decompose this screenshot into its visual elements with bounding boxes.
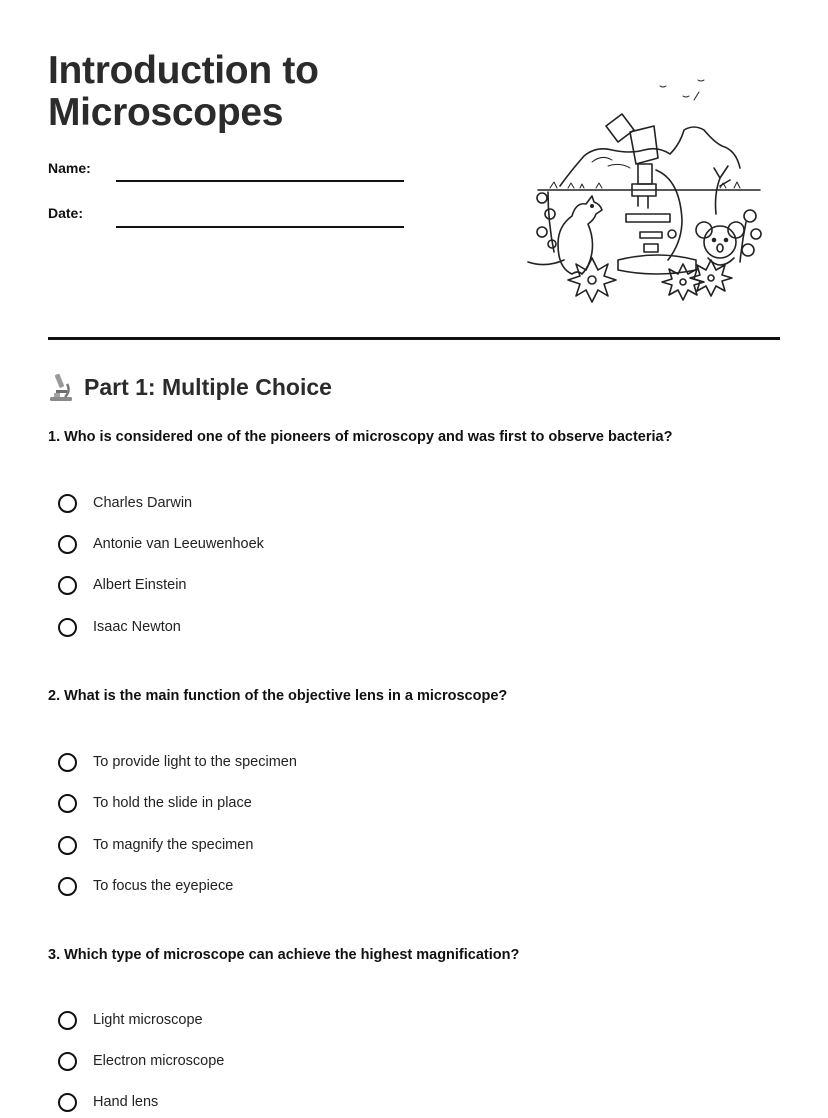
title-line-2: Microscopes [48, 91, 284, 134]
part1-heading [48, 372, 332, 402]
option-label: To provide light to the specimen [93, 754, 297, 770]
option-label: Albert Einstein [93, 577, 187, 593]
date-line[interactable] [116, 226, 404, 228]
q3-option-3[interactable] [58, 1089, 158, 1115]
option-label: Light microscope [93, 1012, 203, 1028]
q1-option-4[interactable] [58, 614, 181, 640]
option-label: To magnify the specimen [93, 837, 254, 853]
microscope-illustration-icon [520, 74, 770, 306]
q3-option-2[interactable] [58, 1048, 224, 1074]
q2-option-3[interactable] [58, 832, 253, 858]
option-label: Hand lens [93, 1094, 159, 1110]
radio-button[interactable] [58, 576, 77, 595]
q2-option-4[interactable] [58, 873, 233, 899]
option-label: To hold the slide in place [93, 795, 252, 811]
option-label: To focus the eyepiece [93, 878, 234, 894]
part1-title: Part 1: Multiple Choice [84, 373, 332, 400]
radio-button[interactable] [58, 618, 77, 637]
radio-button[interactable] [58, 494, 77, 513]
name-line[interactable] [116, 180, 404, 182]
radio-button[interactable] [58, 1052, 77, 1071]
radio-button[interactable] [58, 753, 77, 772]
radio-button[interactable] [58, 535, 77, 554]
q1-option-3[interactable] [58, 572, 187, 598]
q1-option-2[interactable] [58, 531, 264, 557]
q1-option-1[interactable] [58, 490, 192, 516]
option-label: Antonie van Leeuwenhoek [93, 536, 264, 552]
option-label: Charles Darwin [93, 495, 193, 511]
name-label: Name: [48, 160, 91, 176]
q2-option-2[interactable] [58, 790, 252, 816]
date-label: Date: [48, 205, 84, 221]
radio-button[interactable] [58, 877, 77, 896]
title-line-1: Introduction to [48, 49, 319, 92]
q3-option-1[interactable] [58, 1007, 203, 1033]
option-label: Electron microscope [93, 1053, 225, 1069]
q2-option-1[interactable] [58, 749, 297, 775]
radio-button[interactable] [58, 1011, 77, 1030]
option-label: Isaac Newton [93, 619, 181, 635]
question-3: 3. Which type of microscope can achieve the highest magnification? [48, 947, 520, 963]
radio-button[interactable] [58, 794, 77, 813]
section-divider [48, 337, 780, 340]
page-title [48, 50, 468, 134]
radio-button[interactable] [58, 836, 77, 855]
microscope-icon [48, 372, 74, 402]
radio-button[interactable] [58, 1093, 77, 1112]
question-1: 1. Who is considered one of the pioneers of microscopy and was first to observe bacteria? [48, 429, 673, 445]
question-2: 2. What is the main function of the objective lens in a microscope? [48, 688, 508, 704]
